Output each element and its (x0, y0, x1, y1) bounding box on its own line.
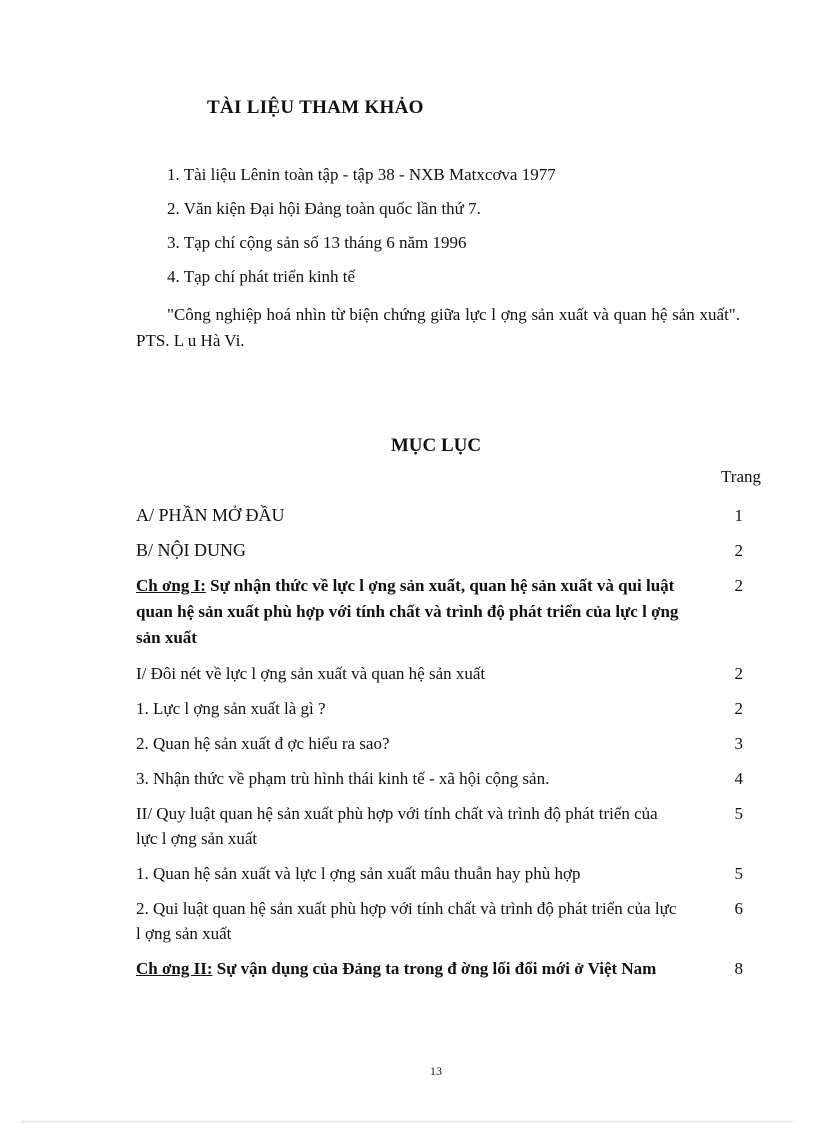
toc-entry-page: 4 (734, 769, 743, 788)
toc-entry-text: II/ Quy luật quan hệ sản xuất phù hợp với tính chất và trình độ phát triển của lực l ợng sản xuất (136, 804, 658, 848)
toc-entry-text: 2. Qui luật quan hệ sản xuất phù hợp với tính chất và trình độ phát triển của lực l ợng sản xuất (136, 899, 677, 943)
toc-page-column-header: Trang (721, 467, 761, 486)
table-of-contents (136, 503, 746, 992)
toc-entry-chapter-1 (136, 573, 746, 651)
toc-entry (136, 801, 746, 851)
toc-entry-page: 8 (734, 959, 743, 978)
toc-entry-page: 5 (734, 864, 743, 883)
toc-entry-part-a (136, 503, 746, 528)
chapter-label: Ch ơng I: (136, 576, 206, 595)
toc-entry-text: 2. Quan hệ sản xuất đ ợc hiểu ra sao? (136, 734, 390, 753)
toc-entry (136, 766, 746, 791)
references-title: TÀI LIỆU THAM KHẢO (207, 97, 424, 118)
toc-entry-text: I/ Đôi nét về lực l ợng sản xuất và quan hệ sản xuất (136, 664, 486, 683)
toc-entry (136, 861, 746, 886)
page-number: 13 (430, 1064, 442, 1078)
toc-entry-page: 2 (734, 664, 743, 683)
toc-entry-page: 2 (734, 699, 743, 718)
toc-entry-text: 3. Nhận thức về phạm trù hình thái kinh tế - xã hội cộng sản. (136, 769, 550, 788)
chapter-label: Ch ơng II: (136, 959, 213, 978)
toc-entry (136, 731, 746, 756)
toc-entry-chapter-2 (136, 956, 746, 982)
toc-entry (136, 896, 746, 946)
toc-entry-page: 5 (734, 804, 743, 823)
toc-entry-page: 2 (734, 541, 743, 560)
toc-entry (136, 661, 746, 686)
toc-entry-text: A/ PHẦN MỞ ĐẦU (136, 505, 285, 525)
toc-entry (136, 696, 746, 721)
toc-entry-page: 6 (734, 899, 743, 918)
toc-entry-page: 1 (734, 506, 743, 525)
reference-item: 4. Tạp chí phát triển kinh tế (167, 267, 356, 286)
page-bottom-divider (22, 1121, 794, 1122)
references-list (167, 163, 727, 299)
reference-item: 2. Văn kiện Đại hội Đảng toàn quốc lần thứ 7. (167, 199, 481, 218)
toc-title: MỤC LỤC (390, 435, 482, 456)
toc-entry-text: 1. Lực l ợng sản xuất là gì ? (136, 699, 326, 718)
toc-entry-text: 1. Quan hệ sản xuất và lực l ợng sản xuất mâu thuẫn hay phù hợp (136, 864, 581, 883)
reference-item: 1. Tài liệu Lênin toàn tập - tập 38 - NXB Matxcơva 1977 (167, 165, 556, 184)
toc-entry-part-b (136, 538, 746, 563)
chapter-title: Sự nhận thức về lực l ợng sản xuất, quan hệ sản xuất và qui luật quan hệ sản xuất phù hợp với tính chất và trình độ phát triển của lực l ợng sản xuất (136, 576, 679, 647)
reference-item: 3. Tạp chí cộng sản số 13 tháng 6 năm 1996 (167, 233, 467, 252)
toc-entry-text (136, 573, 681, 651)
toc-entry-text: B/ NỘI DUNG (136, 540, 246, 560)
reference-note: "Công nghiệp hoá nhìn từ biện chứng giữa lực l ợng sản xuất và quan hệ sản xuất". PTS. L u Hà Vi. (136, 305, 740, 350)
chapter-title: Sự vận dụng của Đảng ta trong đ ờng lối đổi mới ở Việt Nam (212, 959, 657, 978)
toc-entry-page: 3 (734, 734, 743, 753)
toc-entry-page: 2 (734, 576, 743, 595)
toc-entry-text (136, 956, 681, 982)
